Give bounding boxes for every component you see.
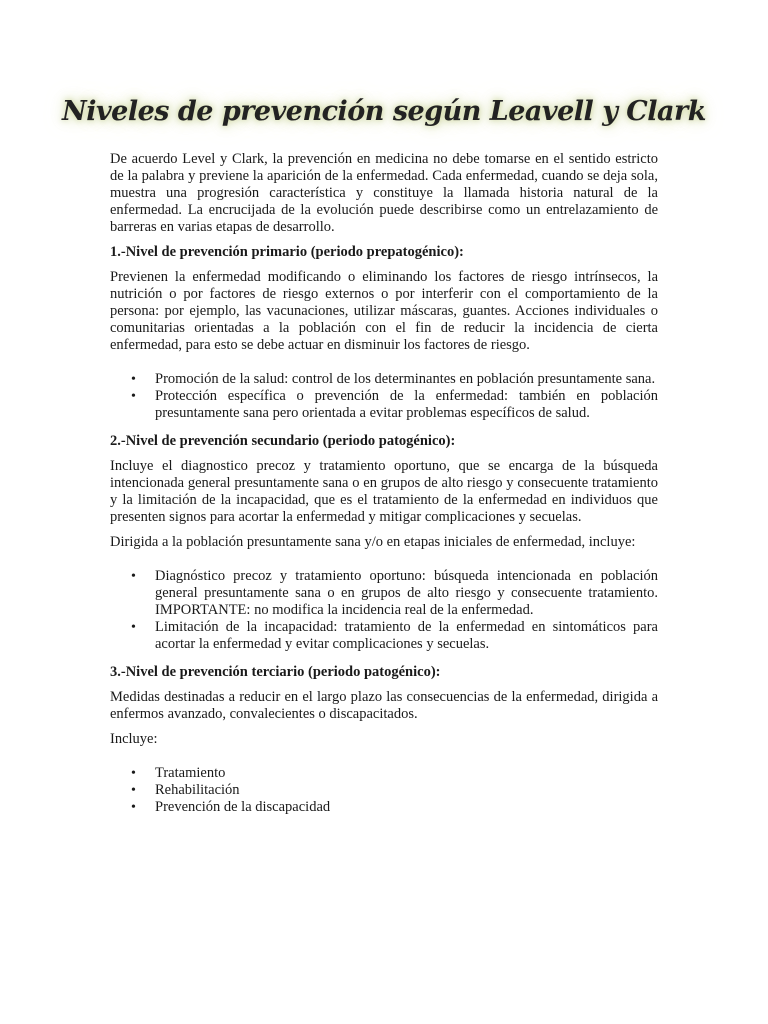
section3-paragraph: Incluye: — [110, 731, 158, 747]
list-item — [110, 568, 658, 619]
list-item — [110, 782, 658, 799]
bullet-icon: • — [131, 389, 136, 404]
section2-list — [110, 568, 658, 653]
bullet-icon: • — [131, 766, 136, 781]
section1-paragraph: Previenen la enfermedad modificando o eliminando los factores de riesgo intrínsecos, la nutrición o por factores de riesgo externos o por interferir con el comportamiento de la persona: por ejemplo, las vacunaciones, utilizar máscaras, guantes. Acciones individuales o comunitarias orientadas a la población con el fin de reducir la incidencia de cierta enfermedad, para esto se debe actuar en disminuir los factores de riesgo. — [110, 269, 658, 353]
intro-paragraph: De acuerdo Level y Clark, la prevención en medicina no debe tomarse en el sentido estricto de la palabra y previene la aparición de la enfermedad. Cada enfermedad, cuando se deja sola, muestra una progresión característica y constituye la llamada historia natural de la enfermedad. La encrucijada de la evolución puede describirse como un entrelazamiento de barreras en varias etapas de desarrollo. — [110, 151, 658, 235]
section3-heading: 3.-Nivel de prevención terciario (periodo patogénico): — [110, 664, 441, 680]
bullet-icon: • — [131, 620, 136, 635]
bullet-icon: • — [131, 800, 136, 815]
list-item — [110, 765, 658, 782]
bullet-icon: • — [131, 372, 136, 387]
list-item-text: Rehabilitación — [155, 782, 240, 798]
list-item-text: Limitación de la incapacidad: tratamiento de la enfermedad en sintomáticos para acortar la enfermedad y evitar complicaciones y secuelas. — [155, 619, 658, 652]
list-item-text: Promoción de la salud: control de los determinantes en población presuntamente sana. — [155, 371, 656, 387]
list-item-text: Tratamiento — [155, 765, 226, 781]
title-container — [0, 92, 768, 131]
list-item-text: Prevención de la discapacidad — [155, 799, 331, 815]
section2-paragraph: Incluye el diagnostico precoz y tratamiento oportuno, que se encarga de la búsqueda intencionada general presuntamente sana o en grupos de alto riesgo y consecuente tratamiento y la limitación de la incapacidad, que es el tratamiento de la enfermedad en individuos que presenten signos para acortar la enfermedad y mitigar complicaciones y secuelas. — [110, 458, 658, 525]
bullet-icon: • — [131, 783, 136, 798]
list-item-text: Protección específica o prevención de la enfermedad: también en población presuntamente sana pero orientada a evitar problemas específicos de salud. — [155, 388, 658, 421]
list-item-text: Diagnóstico precoz y tratamiento oportuno: búsqueda intencionada en población general presuntamente sana o en grupos de alto riesgo y consecuente tratamiento. IMPORTANTE: no modifica la incidencia real de la enfermedad. — [155, 568, 658, 618]
section1-heading: 1.-Nivel de prevención primario (periodo prepatogénico): — [110, 244, 464, 260]
page-title: Niveles de prevención según Leavell y Clark — [62, 96, 706, 127]
section2-heading: 2.-Nivel de prevención secundario (periodo patogénico): — [110, 433, 456, 449]
bullet-icon: • — [131, 569, 136, 584]
list-item — [110, 619, 658, 653]
section1-list — [110, 371, 658, 422]
list-item — [110, 799, 658, 816]
list-item — [110, 371, 658, 388]
section2-paragraph: Dirigida a la población presuntamente sana y/o en etapas iniciales de enfermedad, incluye: — [110, 534, 636, 550]
list-item — [110, 388, 658, 422]
document-body — [110, 151, 658, 828]
section3-list — [110, 765, 658, 816]
section3-paragraph: Medidas destinadas a reducir en el largo plazo las consecuencias de la enfermedad, dirigida a enfermos avanzado, convalecientes o discapacitados. — [110, 689, 658, 722]
